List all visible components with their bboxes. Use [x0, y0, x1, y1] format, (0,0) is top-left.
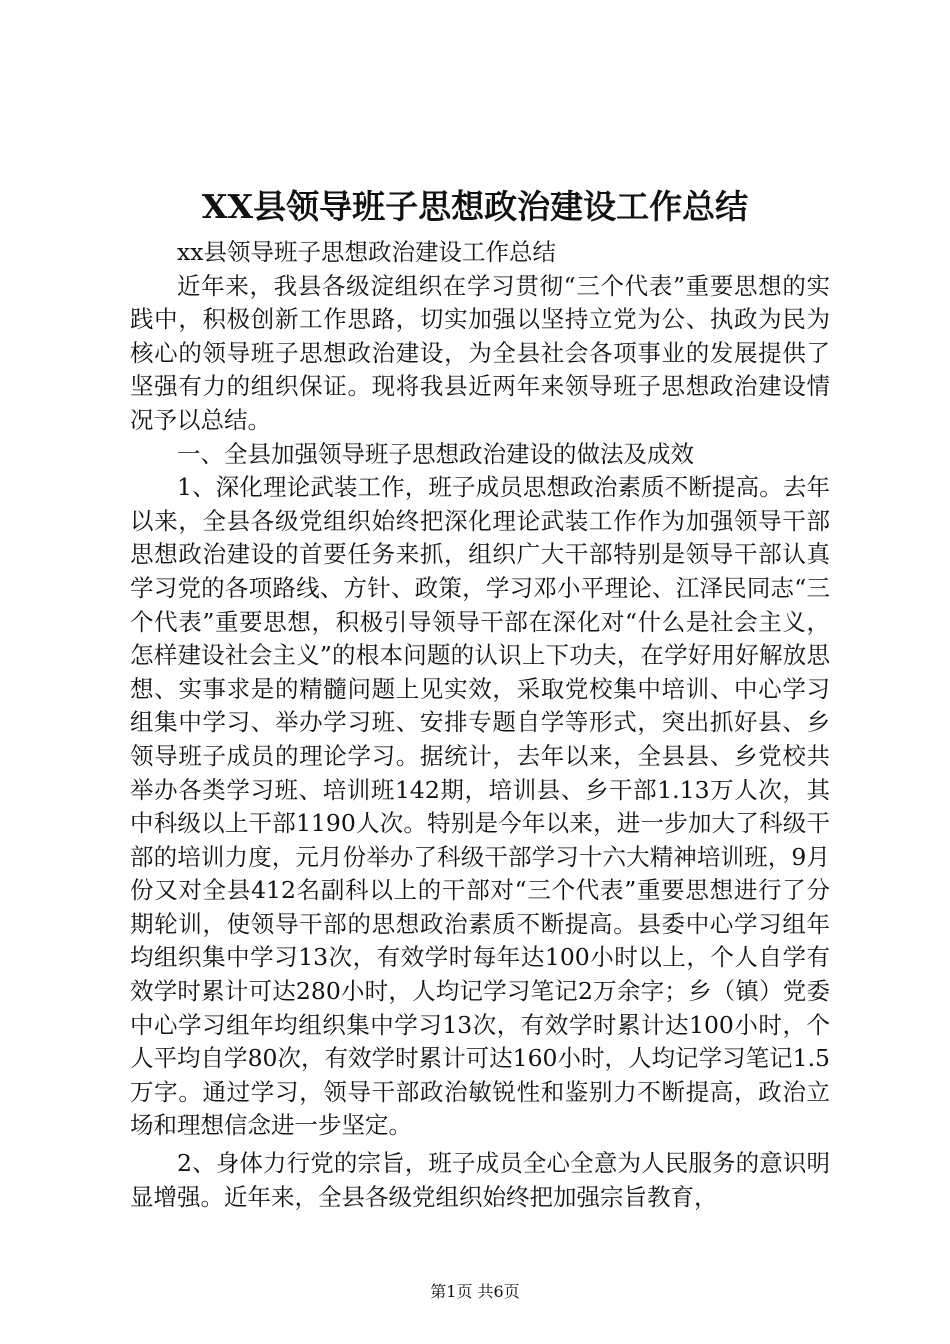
paragraph-item-2: 2、身体力行党的宗旨，班子成员全心全意为人民服务的意识明显增强。近年来，全县各级党组织始终把加强宗旨教育， — [130, 1149, 830, 1211]
document-body — [130, 236, 830, 1214]
section-heading: 一、全县加强领导班子思想政治建设的做法及成效 — [177, 439, 694, 468]
page-footer: 第1页 共6页 — [430, 1282, 520, 1301]
paragraph-intro: 近年来，我县各级淀组织在学习贯彻“三个代表”重要思想的实践中，积极创新工作思路，切实加强以坚持立党为公、执政为民为核心的领导班子思想政治建设，为全县社会各项事业的发展提供了坚强有力的组织保证。现将我县近两年来领导班子思想政治建设情况予以总结。 — [130, 271, 830, 434]
paragraph-subtitle: xx县领导班子思想政治建设工作总结 — [177, 238, 557, 266]
document-title: XX县领导班子思想政治建设工作总结 — [201, 187, 749, 226]
paragraph-item-1: 1、深化理论武装工作，班子成员思想政治素质不断提高。去年以来，全县各级党组织始终把深化理论武装工作作为加强领导干部思想政治建设的首要任务来抓，组织广大干部特别是领导干部认真学习党的各项路线、方针、政策，学习邓小平理论、江泽民同志“三个代表”重要思想，积极引导领导干部在深化对“什么是社会主义，怎样建设社会主义”的根本问题的认识上下功夫，在学好用好解放思想、实事求是的精髓问题上见实效，采取党校集中培训、中心学习组集中学习、举办学习班、安排专题自学等形式，突出抓好县、乡领导班子成员的理论学习。据统计，去年以来，全县县、乡党校共举办各类学习班、培训班142期，培训县、乡干部1.13万人次，其中科级以上干部1190人次。特别是今年以来，进一步加大了科级干部的培训力度，元月份举办了科级干部学习十六大精神培训班，9月份又对全县412名副科以上的干部对“三个代表”重要思想进行了分期轮训，使领导干部的思想政治素质不断提高。县委中心学习组年均组织集中学习13次，有效学时每年达100小时以上，个人自学有效学时累计可达280小时，人均记学习笔记2万余字；乡（镇）党委中心学习组年均组织集中学习13次，有效学时累计达100小时，个人平均自学80次，有效学时累计可达160小时，人均记学习笔记1.5万字。通过学习，领导干部政治敏锐性和鉴别力不断提高，政治立场和理想信念进一步坚定。 — [130, 473, 830, 1140]
